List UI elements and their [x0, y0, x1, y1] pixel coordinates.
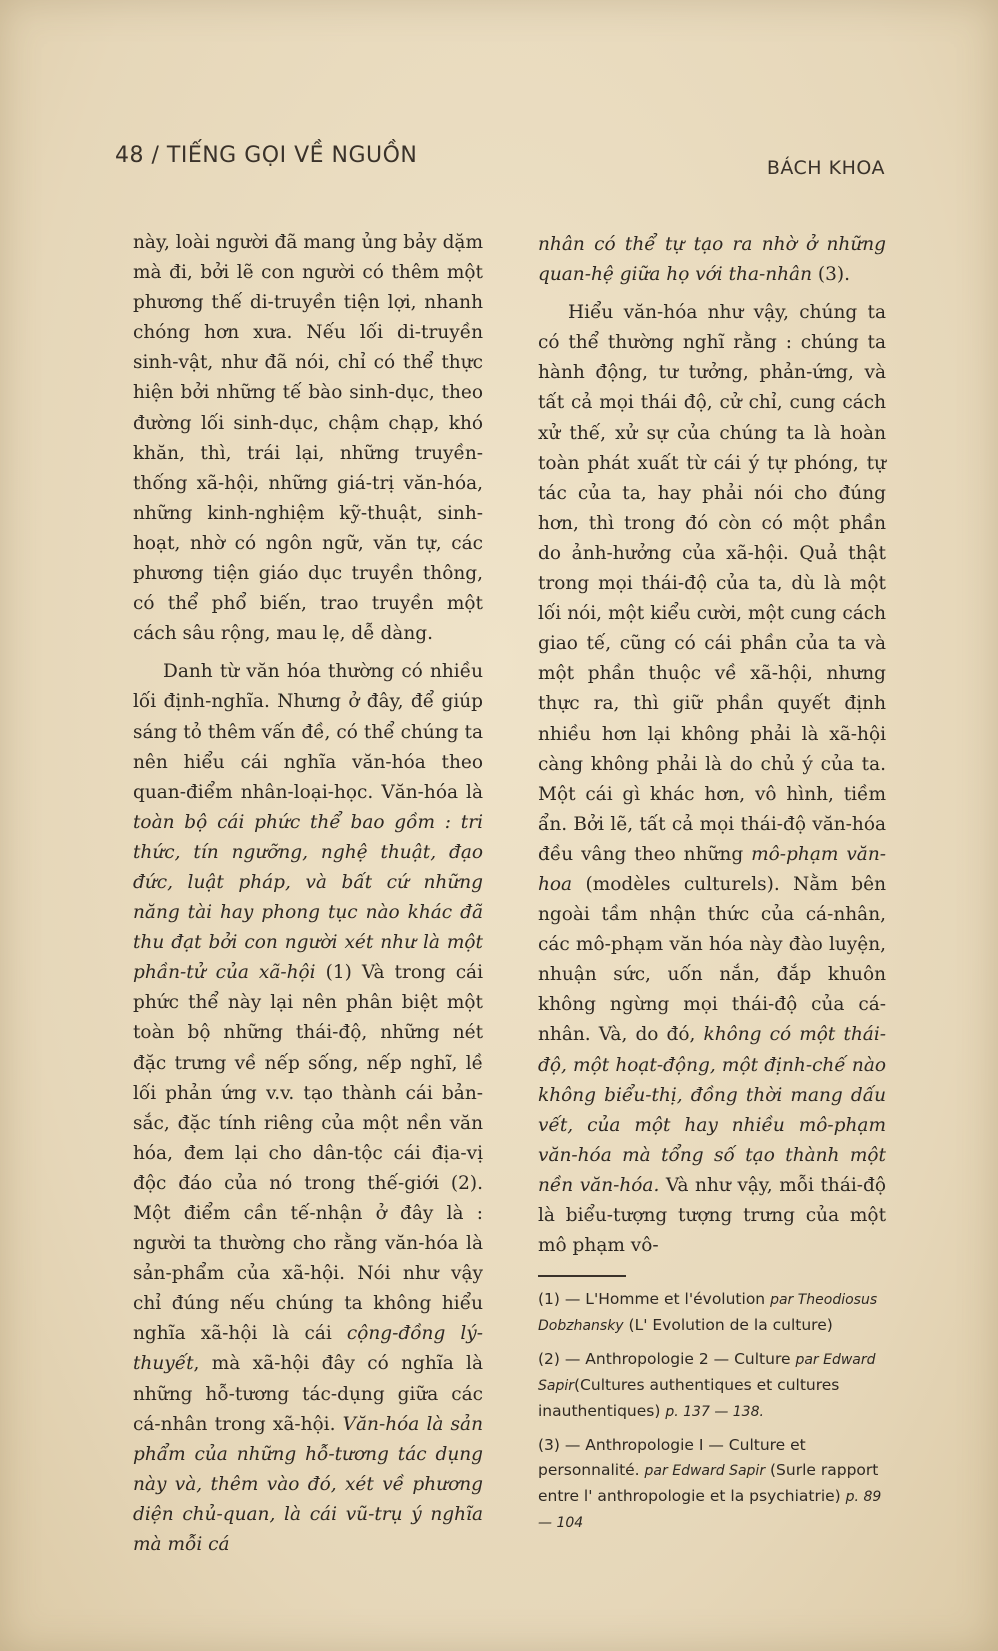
footnote-3-source: (Surle rapport entre l' anthropologie et la psychiatrie) — [538, 1461, 879, 1506]
left-p2-term: cộng-đồng lý-thuyết — [133, 1323, 483, 1375]
footnote-2-pages: p. 137 — 138. — [665, 1404, 764, 1421]
running-header — [115, 143, 885, 183]
right-column — [538, 230, 886, 1536]
footnote-1-title: (1) — L'Homme et l'évolution — [538, 1290, 771, 1309]
right-paragraph-2 — [538, 298, 886, 1261]
right-p2-text-a: Hiểu văn-hóa như vậy, chúng ta có thể thường nghĩ rằng : chúng ta hành động, tư tưởng, phản-ứng, và tất cả mọi thái độ, cử chỉ, cung cách xử thế, xử sự của chúng ta là hoàn toàn phát xuất từ cái ý tự phóng, tự tác của ta, hay phải nói cho đúng hơn, thì trong đó còn có một phần do ảnh-hưởng của xã-hội. Quả thật trong mọi thái-độ của ta, dù là một lối nói, một kiểu cười, một cung cách giao tế, cũng có cái phần của ta và một phần thuộc về xã-hội, nhưng thực ra, thì giữ phần quyết định nhiều hơn lại không phải là xã-hội càng không phải là do chủ ý của ta. Một cái gì khác hơn, vô hình, tiềm ẩn. Bởi lẽ, tất cả mọi thái-độ văn-hóa đều vâng theo những — [538, 302, 886, 865]
right-paragraph-1 — [538, 230, 886, 290]
right-p2-emphasis: không có một thái-độ, một hoạt-động, một định-chế nào không biểu-thị, đồng thời mang dấu vết, của một hay nhiều mô-phạm văn-hóa mà tổng số tạo thành một nền văn-hóa. — [538, 1024, 886, 1196]
footnote-1-author: par Theodiosus Dobzhansky — [538, 1292, 878, 1335]
right-p1-ref: (3). — [812, 264, 850, 286]
left-p2-text-e: , mà xã-hội đây có nghĩa là những hỗ-tương tác-dụng giữa các cá-nhân trong xã-hội. — [133, 1353, 483, 1435]
footnote-2-title: (2) — Anthropologie 2 — Culture — [538, 1350, 796, 1369]
left-p2-text-c: (1) Và trong cái phức thể này lại nên phân biệt một toàn bộ những thái-độ, những nét đặc trưng về nếp sống, nếp nghĩ, lề lối phản ứng v.v. tạo thành cái bản-sắc, đặc tính riêng của một nền văn hóa, đem lại cho dân-tộc cái địa-vị độc đáo của nó trong thế-giới (2). Một điểm cần tế-nhận ở đây là : người ta thường cho rằng văn-hóa là sản-phẩm của xã-hội. Nói như vậy chỉ đúng nếu chúng ta không hiểu nghĩa xã-hội là cái — [133, 962, 483, 1345]
right-p2-text-c: (modèles culturels). Nằm bên ngoài tầm nhận thức của cá-nhân, các mô-phạm văn hóa này đào luyện, nhuận sức, uốn nắn, đắp khuôn không ngừng mọi thái-độ của cá-nhân. Và, do đó, — [538, 873, 886, 1046]
right-p2-term: mô-phạm văn-hoa — [538, 843, 886, 895]
left-paragraph-1: này, loài người đã mang ủng bảy dặm mà đi, bởi lẽ con người có thêm một phương thế di-truyền tiện lợi, nhanh chóng hơn xưa. Nếu lối di-truyền sinh-vật, như đã nói, chỉ có thể thực hiện bởi những tế bào sinh-dục, theo đường lối sinh-dục, chậm chạp, khó khăn, thì, trái lại, những truyền-thống xã-hội, những giá-trị văn-hóa, những kinh-nghiệm kỹ-thuật, sinh-hoạt, nhờ có ngôn ngữ, văn tự, các phương tiện giáo dục truyền thông, có thể phổ biến, trao truyền một cách sâu rộng, mau lẹ, dễ dàng. — [133, 232, 483, 645]
footnote-3-pages: p. 89 — 104 — [538, 1489, 882, 1532]
footnote-3-author: par Edward Sapir — [644, 1463, 766, 1480]
left-p2-emphasis: Văn-hóa là sản phẩm của những hỗ-tương tác dụng này và, thêm vào đó, xét về phương diện chủ-quan, là cái vũ-trụ ý nghĩa mà mỗi cá — [133, 1413, 483, 1556]
right-p1-emphasis: nhân có thể tự tạo ra nhờ ở những quan-hệ giữa họ với tha-nhân — [538, 234, 886, 286]
left-p2-text-a: Danh từ văn hóa thường có nhiều lối định-nghĩa. Nhưng ở đây, để giúp sáng tỏ thêm vấn đề, có thể chúng ta nên hiểu cái nghĩa văn-hóa theo quan-điểm nhân-loại-học. Văn-hóa là — [133, 661, 483, 803]
footnote-2-author: par Edward Sapir — [538, 1352, 876, 1395]
left-p2-definition: toàn bộ cái phức thể bao gồm : tri thức, tín ngưỡng, nghệ thuật, đạo đức, luật pháp, và bất cứ những năng tài hay phong tục nào khác đã thu đạt bởi con người xét như là một phần-tử của xã-hội — [133, 811, 483, 984]
right-p2-text-e: Và như vậy, mỗi thái-độ là biểu-tượng tượng trưng của một mô phạm vô- — [538, 1174, 887, 1257]
footnote-3-title: (3) — Anthropologie I — Culture et personnalité. — [538, 1436, 806, 1480]
footnote-3 — [538, 1433, 886, 1536]
left-paragraph-2 — [133, 657, 483, 1560]
footnote-1-source: (L' Evolution de la culture) — [623, 1316, 833, 1335]
footnote-1 — [538, 1287, 886, 1339]
header-magazine-name: BÁCH KHOA — [766, 157, 885, 179]
footnote-separator — [538, 1275, 626, 1277]
header-page-title: 48 / TIẾNG GỌI VỀ NGUỒN — [115, 143, 418, 168]
footnote-2-source: (Cultures authentiques et cultures inauthentiques) — [538, 1376, 840, 1421]
footnote-2 — [538, 1347, 886, 1425]
left-column — [133, 228, 483, 1560]
